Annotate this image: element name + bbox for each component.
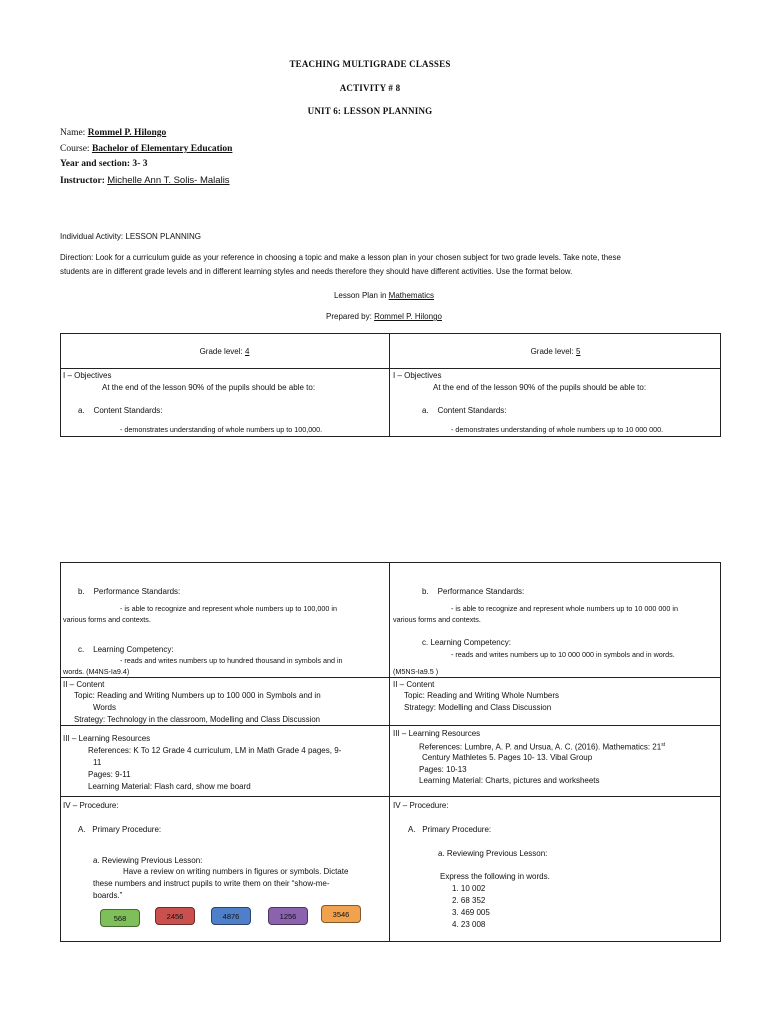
resources-heading: III – Learning Resources <box>63 734 151 743</box>
pages: Pages: 9-11 <box>88 770 131 779</box>
pages: Pages: 10-13 <box>419 765 467 774</box>
course-row <box>60 144 232 154</box>
resources-heading: III – Learning Resources <box>393 729 481 738</box>
flash-card <box>211 907 251 925</box>
direction-line-2: students are in different grade levels and in different learning styles and needs therefore they should have different activities. Use the format below. <box>60 267 573 276</box>
content-heading: II – Content <box>393 680 435 689</box>
table2-divider <box>389 562 390 942</box>
flash-card-label: 2456 <box>166 911 184 921</box>
objectives-heading: I – Objectives <box>393 371 442 380</box>
table2-row-line-content <box>60 677 721 678</box>
name-value: Rommel P. Hilongo <box>87 128 167 138</box>
strategy: Strategy: Modelling and Class Discussion <box>404 703 552 712</box>
prepared-prefix: Prepared by: <box>326 312 372 321</box>
instructor-label: Instructor: <box>60 176 105 186</box>
instructor-row <box>60 175 230 186</box>
grade-value: 4 <box>244 347 250 356</box>
table2-row-line-resources <box>60 725 721 726</box>
instructor-value: Michelle Ann T. Solis- Malalis <box>107 175 230 186</box>
table2-row-line-procedure <box>60 796 721 797</box>
name-label: Name: <box>60 128 86 138</box>
learning-competency: c. Learning Competency: <box>78 645 174 654</box>
course-label: Course: <box>60 144 90 154</box>
competency-detail-2: words. (M4NS-Ia9.4) <box>63 667 130 676</box>
learning-material: Learning Material: Charts, pictures and worksheets <box>419 776 600 785</box>
flash-card-label: 568 <box>113 913 127 923</box>
grade-level-5 <box>390 346 721 357</box>
grade-value: 5 <box>575 347 581 356</box>
activity-title: Individual Activity: LESSON PLANNING <box>60 232 201 241</box>
review-heading: a. Reviewing Previous Lesson: <box>438 849 548 858</box>
references-text: References: Lumbre, A. P. and Ursua, A. C. (2016). Mathematics: 21 <box>419 742 662 752</box>
content-heading: II – Content <box>63 680 105 689</box>
topic-line-1: Topic: Reading and Writing Numbers up to 100 000 in Symbols and in <box>74 691 321 700</box>
performance-standards: b. Performance Standards: <box>422 587 525 596</box>
topic-line-2: Words <box>93 703 116 712</box>
flash-card <box>268 907 308 925</box>
competency-detail-1: - reads and writes numbers up to 10 000 000 in symbols and in words. <box>451 650 675 659</box>
express-instruction: Express the following in words. <box>440 872 550 881</box>
name-row <box>60 128 166 138</box>
competency-detail-2: (M5NS-Ia9.5 ) <box>393 667 439 676</box>
content-standards: a. Content Standards: <box>422 406 507 415</box>
flash-card <box>100 909 140 927</box>
objectives-heading: I – Objectives <box>63 371 112 380</box>
doc-title: TEACHING MULTIGRADE CLASSES <box>289 59 451 69</box>
objectives-intro: At the end of the lesson 90% of the pupils should be able to: <box>433 383 647 392</box>
content-detail: - demonstrates understanding of whole numbers up to 100,000. <box>120 425 323 434</box>
grade-prefix: Grade level: <box>199 347 243 356</box>
lesson-plan-title <box>0 290 768 302</box>
performance-detail-2: various forms and contexts. <box>393 615 481 624</box>
review-line-3: boards.” <box>93 891 123 900</box>
objectives-intro: At the end of the lesson 90% of the pupils should be able to: <box>102 383 316 392</box>
performance-detail-1: - is able to recognize and represent whole numbers up to 100,000 in <box>120 604 337 613</box>
list-item: 1. 10 002 <box>452 884 486 893</box>
procedure-heading: IV – Procedure: <box>63 801 119 810</box>
performance-detail-2: various forms and contexts. <box>63 615 151 624</box>
references-line-2: Century Mathletes 5. Pages 10- 13. Vibal Group <box>422 753 593 762</box>
primary-procedure: A. Primary Procedure: <box>408 825 492 834</box>
course-value: Bachelor of Elementary Education <box>91 144 233 154</box>
flash-card <box>321 905 361 923</box>
year-label: Year and section: <box>60 159 131 169</box>
learning-competency: c. Learning Competency: <box>422 638 511 647</box>
list-item: 4. 23 008 <box>452 920 486 929</box>
year-row <box>60 159 147 169</box>
flash-card <box>155 907 195 925</box>
review-heading: a. Reviewing Previous Lesson: <box>93 856 203 865</box>
competency-detail-1: - reads and writes numbers up to hundred thousand in symbols and in <box>120 656 343 665</box>
grade-level-4 <box>60 346 389 357</box>
references-line-1: References: K To 12 Grade 4 curriculum, LM in Math Grade 4 pages, 9- <box>88 746 342 755</box>
references-line-1 <box>419 740 665 753</box>
references-line-2: 11 <box>93 758 102 767</box>
flash-card-label: 1256 <box>279 911 297 921</box>
review-line-2: these numbers and instruct pupils to write them on their “show-me- <box>93 879 330 888</box>
plan-subject: Mathematics <box>388 291 435 300</box>
prepared-name: Rommel P. Hilongo <box>374 312 442 321</box>
unit-title: UNIT 6: LESSON PLANNING <box>307 106 433 116</box>
primary-procedure: A. Primary Procedure: <box>78 825 162 834</box>
references-sup: st <box>661 742 666 748</box>
learning-material: Learning Material: Flash card, show me board <box>88 782 251 791</box>
content-standards: a. Content Standards: <box>78 406 163 415</box>
procedure-heading: IV – Procedure: <box>393 801 449 810</box>
direction-line-1: Direction: Look for a curriculum guide as your reference in choosing a topic and make a lesson plan in your chosen subject for two grade levels. Take note, these <box>60 253 621 262</box>
plan-prefix: Lesson Plan in <box>333 291 387 300</box>
performance-standards: b. Performance Standards: <box>78 587 181 596</box>
topic: Topic: Reading and Writing Whole Numbers <box>404 691 560 700</box>
flash-card-label: 3546 <box>332 909 350 919</box>
prepared-by <box>0 311 768 323</box>
list-item: 3. 469 005 <box>452 908 490 917</box>
flash-card-label: 4876 <box>222 911 240 921</box>
performance-detail-1: - is able to recognize and represent whole numbers up to 10 000 000 in <box>451 604 678 613</box>
strategy: Strategy: Technology in the classroom, Modelling and Class Discussion <box>74 715 321 724</box>
content-detail: - demonstrates understanding of whole numbers up to 10 000 000. <box>451 425 664 434</box>
table1-row-line <box>60 368 721 369</box>
review-line-1: Have a review on writing numbers in figures or symbols. Dictate <box>123 867 349 876</box>
year-value: 3- 3 <box>132 159 148 169</box>
grade-prefix: Grade level: <box>530 347 574 356</box>
list-item: 2. 68 352 <box>452 896 486 905</box>
activity-number: ACTIVITY # 8 <box>339 83 401 93</box>
